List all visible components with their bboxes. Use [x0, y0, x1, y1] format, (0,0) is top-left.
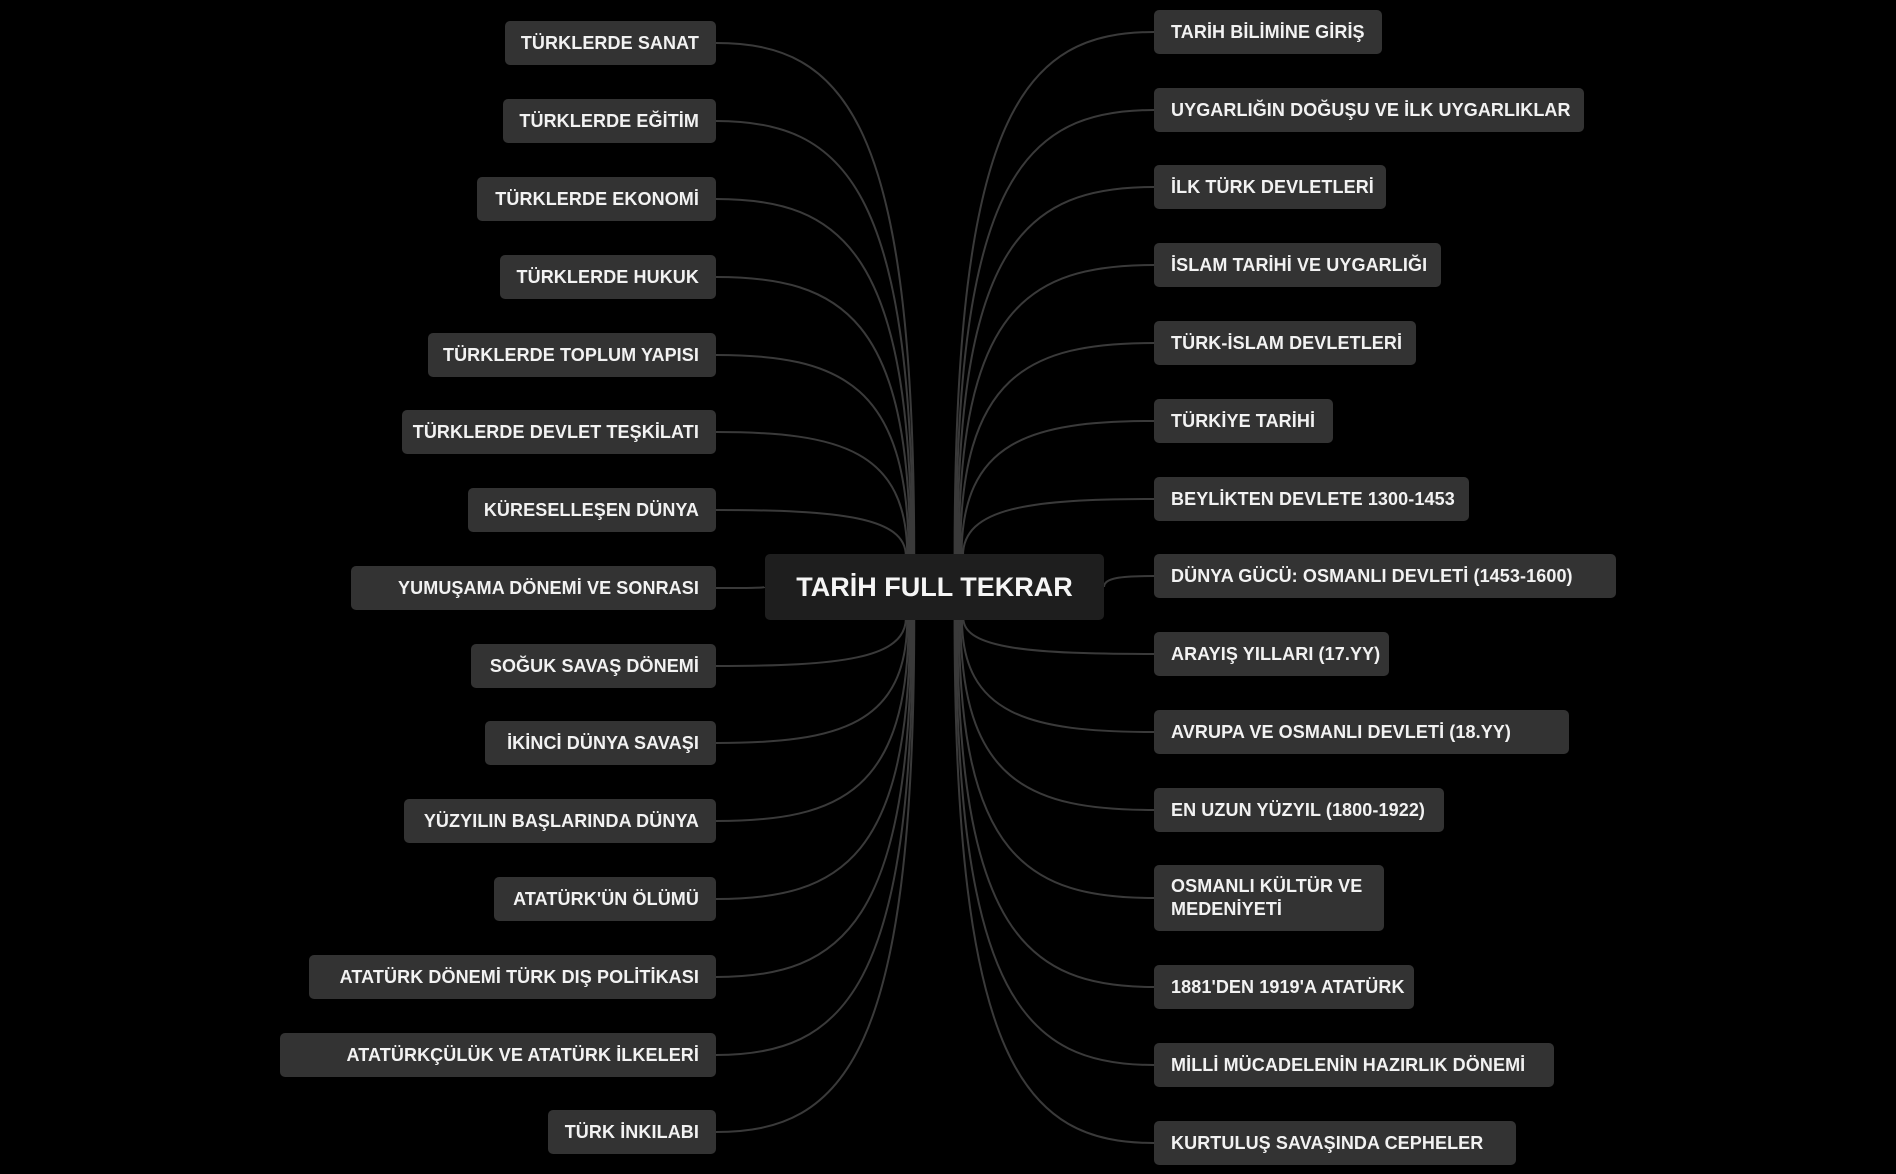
connector-line	[1104, 576, 1154, 587]
connector-line	[716, 432, 907, 556]
left-branch-kuresellesen-dunya[interactable]: KÜRESELLEŞEN DÜNYA	[468, 488, 716, 532]
right-branch-islam-tarihi[interactable]: İSLAM TARİHİ VE UYGARLIĞI	[1154, 243, 1441, 287]
right-branch-kurtulus-savasinda-cepheler[interactable]: KURTULUŞ SAVAŞINDA CEPHELER	[1154, 1121, 1516, 1165]
connector-line	[956, 110, 1154, 556]
left-branch-turklerde-egitim[interactable]: TÜRKLERDE EĞİTİM	[503, 99, 716, 143]
right-branch-arayis-yillari[interactable]: ARAYIŞ YILLARI (17.YY)	[1154, 632, 1389, 676]
connector-line	[956, 618, 1154, 1065]
connector-line	[716, 618, 907, 743]
connector-line	[716, 199, 911, 556]
left-branch-turklerde-devlet-teskilati[interactable]: TÜRKLERDE DEVLET TEŞKİLATI	[402, 410, 716, 454]
left-branch-yuzyilin-baslarinda-dunya[interactable]: YÜZYILIN BAŞLARINDA DÜNYA	[404, 799, 716, 843]
connector-line	[962, 618, 1154, 732]
connector-line	[716, 618, 909, 821]
connector-line	[716, 618, 911, 977]
right-branch-turk-islam-devletleri[interactable]: TÜRK-İSLAM DEVLETLERİ	[1154, 321, 1416, 365]
connector-line	[962, 421, 1154, 556]
connector-line	[716, 618, 914, 1132]
left-branch-yumusama-donemi[interactable]: YUMUŞAMA DÖNEMİ VE SONRASI	[351, 566, 716, 610]
right-branch-milli-mucadele-hazirlik[interactable]: MİLLİ MÜCADELENİN HAZIRLIK DÖNEMİ	[1154, 1043, 1554, 1087]
right-branch-tarih-bilimine-giris[interactable]: TARİH BİLİMİNE GİRİŞ	[1154, 10, 1382, 54]
connector-line	[716, 587, 765, 588]
right-branch-ilk-turk-devletleri[interactable]: İLK TÜRK DEVLETLERİ	[1154, 165, 1386, 209]
right-branch-1881den-1919a-ataturk[interactable]: 1881'DEN 1919'A ATATÜRK	[1154, 965, 1414, 1009]
right-branch-dunya-gucu-osmanli[interactable]: DÜNYA GÜCÜ: OSMANLI DEVLETİ (1453-1600)	[1154, 554, 1616, 598]
connector-line	[961, 618, 1154, 810]
right-branch-turkiye-tarihi[interactable]: TÜRKİYE TARİHİ	[1154, 399, 1333, 443]
central-topic-node[interactable]: TARİH FULL TEKRAR	[765, 554, 1104, 620]
connector-line	[716, 43, 914, 556]
left-branch-ataturk-donemi-dis-politika[interactable]: ATATÜRK DÖNEMİ TÜRK DIŞ POLİTİKASI	[309, 955, 716, 999]
connector-line	[716, 618, 913, 1055]
left-branch-turklerde-ekonomi[interactable]: TÜRKLERDE EKONOMİ	[477, 177, 716, 221]
right-branch-avrupa-ve-osmanli[interactable]: AVRUPA VE OSMANLI DEVLETİ (18.YY)	[1154, 710, 1569, 754]
connector-line	[960, 343, 1154, 556]
connector-line	[963, 618, 1154, 654]
right-branch-en-uzun-yuzyil[interactable]: EN UZUN YÜZYIL (1800-1922)	[1154, 788, 1444, 832]
left-branch-ikinci-dunya-savasi[interactable]: İKİNCİ DÜNYA SAVAŞI	[485, 721, 716, 765]
connector-line	[716, 121, 913, 556]
left-branch-ataturkun-olumu[interactable]: ATATÜRK'ÜN ÖLÜMÜ	[494, 877, 716, 921]
connector-line	[963, 499, 1154, 556]
left-branch-turklerde-sanat[interactable]: TÜRKLERDE SANAT	[505, 21, 716, 65]
left-branch-turk-inkilabi[interactable]: TÜRK İNKILABI	[548, 1110, 716, 1154]
right-branch-beylikten-devlete[interactable]: BEYLİKTEN DEVLETE 1300-1453	[1154, 477, 1469, 521]
connector-line	[716, 510, 906, 556]
right-branch-uygarligin-dogusu[interactable]: UYGARLIĞIN DOĞUŞU VE İLK UYGARLIKLAR	[1154, 88, 1584, 132]
left-branch-turklerde-toplum-yapisi[interactable]: TÜRKLERDE TOPLUM YAPISI	[428, 333, 716, 377]
left-branch-soguk-savas-donemi[interactable]: SOĞUK SAVAŞ DÖNEMİ	[471, 644, 716, 688]
left-branch-turklerde-hukuk[interactable]: TÜRKLERDE HUKUK	[500, 255, 716, 299]
left-branch-ataturkculuk[interactable]: ATATÜRKÇÜLÜK VE ATATÜRK İLKELERİ	[280, 1033, 716, 1077]
connector-line	[959, 618, 1154, 898]
right-branch-osmanli-kultur-medeniyet[interactable]: OSMANLI KÜLTÜR VE MEDENİYETİ	[1154, 865, 1384, 931]
connector-line	[716, 618, 906, 666]
